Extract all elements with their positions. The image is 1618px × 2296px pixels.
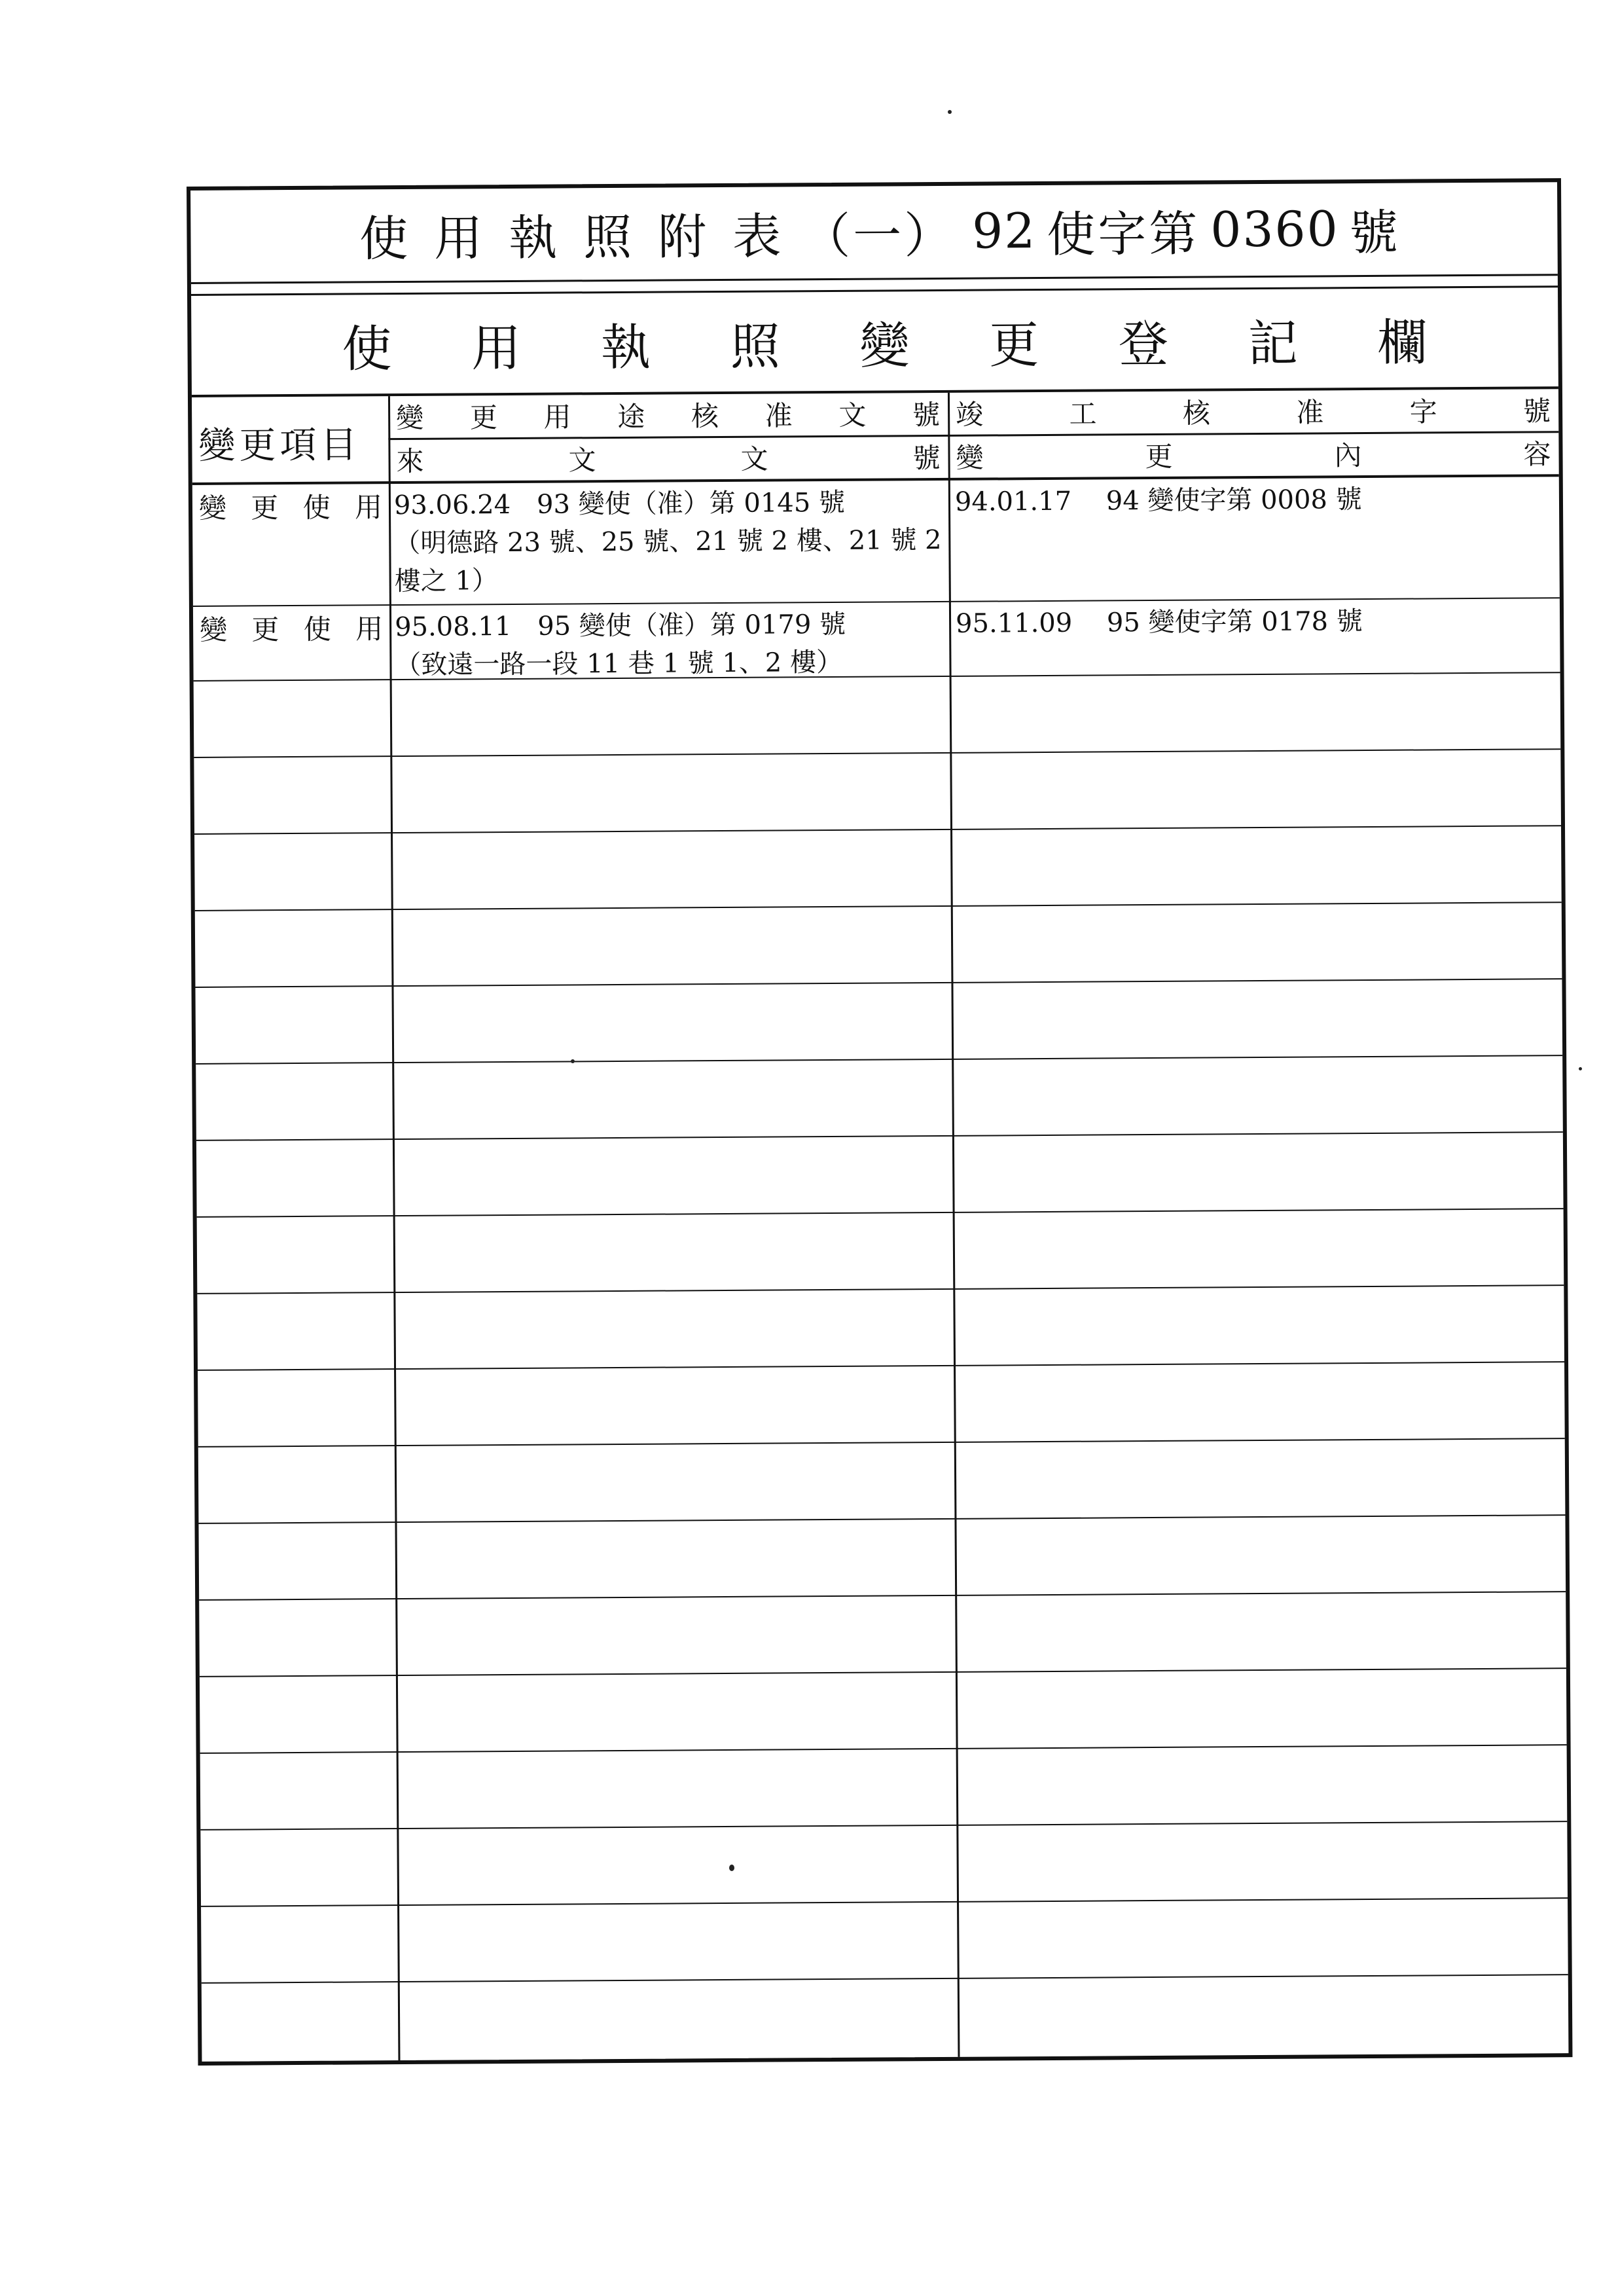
title-serial: 0360 — [1210, 201, 1339, 259]
title-char: 表 — [732, 208, 784, 265]
empty-row-line — [199, 1591, 1566, 1601]
title-char: 執 — [508, 210, 560, 266]
title-char: 使 — [359, 210, 411, 268]
subtitle-char: 執 — [600, 318, 651, 376]
title-paren: （一） — [801, 207, 956, 265]
title-year: 92 — [971, 203, 1037, 260]
subtitle-char: 欄 — [1377, 312, 1428, 372]
empty-row-line — [200, 1821, 1567, 1831]
subtitle-char: 變 — [859, 316, 910, 375]
empty-row-line — [194, 748, 1560, 758]
title-char: 附 — [657, 209, 710, 266]
title-char: 用 — [433, 210, 486, 267]
row-change-item: 變 更 使 用 — [199, 613, 384, 646]
scan-speck — [1579, 1067, 1582, 1070]
header-change-content: 變 更 內 容 — [956, 438, 1551, 474]
empty-row-line — [198, 1361, 1564, 1371]
empty-row-line — [200, 1744, 1567, 1754]
header-change-item: 變更項目 — [198, 424, 361, 467]
empty-row-line — [195, 978, 1562, 988]
subtitle-char: 使 — [342, 319, 392, 378]
change-record-sheet — [187, 178, 1572, 2066]
empty-row-line — [200, 1667, 1566, 1677]
record-table — [192, 386, 1569, 2062]
empty-row-line — [197, 1285, 1564, 1294]
scan-speck — [571, 1059, 575, 1063]
subtitle-char: 登 — [1118, 314, 1169, 373]
scan-speck — [729, 1865, 734, 1871]
empty-row-line — [196, 1055, 1562, 1065]
title-end: 號 — [1349, 204, 1401, 262]
empty-row-line — [194, 825, 1561, 835]
row-approval-doc: 95.08.11 95 變使（准）第 0179 號 （致遠一路一段 11 巷 1 號 1、2 樓） — [394, 609, 846, 681]
subtitle-char: 更 — [988, 315, 1039, 374]
subtitle-char: 照 — [730, 316, 781, 376]
empty-row-line — [198, 1438, 1565, 1448]
subtitle-char: 記 — [1248, 314, 1299, 373]
header-incoming-doc: 來 文 文 號 — [396, 441, 941, 478]
scan-speck — [948, 110, 952, 114]
attachment-title — [190, 182, 1558, 284]
empty-row-line — [201, 1897, 1568, 1907]
register-title — [191, 288, 1558, 395]
empty-row-line — [197, 1208, 1564, 1218]
row-approval-doc: 93.06.24 93 變使（准）第 0145 號 （明德路 23 號、25 號、21 號 2 樓、21 號 2 樓之 1） — [393, 487, 942, 597]
empty-row-line — [196, 1131, 1563, 1141]
header-approval-doc: 變 更 用 途 核 准 文 號 — [396, 398, 941, 435]
title-char: 照 — [583, 209, 635, 266]
row-completion-doc: 95.11.09 95 變使字第 0178 號 — [955, 606, 1363, 639]
empty-row-line — [195, 902, 1562, 911]
empty-row-line — [198, 1514, 1565, 1524]
title-suffix: 使字第 — [1047, 206, 1200, 263]
empty-row-line — [202, 1974, 1568, 1984]
subtitle-char: 用 — [471, 318, 522, 377]
row-change-item: 變 更 使 用 — [198, 491, 383, 524]
header-completion: 竣 工 核 准 字 號 — [956, 395, 1551, 431]
row-completion-doc: 94.01.17 94 變使字第 0008 號 — [954, 484, 1362, 517]
